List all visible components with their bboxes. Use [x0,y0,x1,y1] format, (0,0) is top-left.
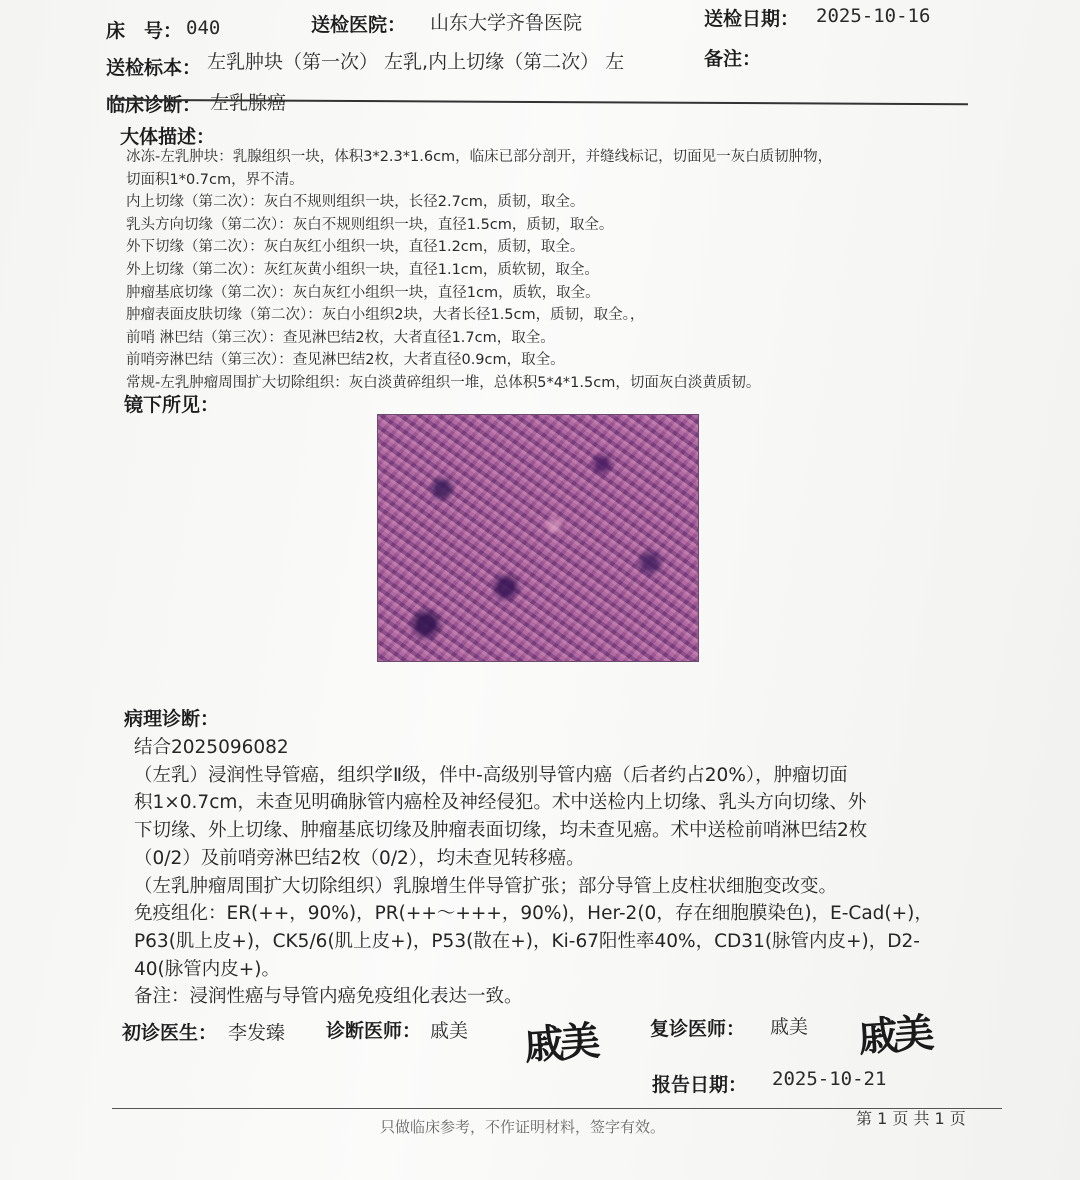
diagnosing-doctor-signature: 戚美 [522,1017,598,1070]
diagnosis-line: 备注：浸润性癌与导管内癌免疫组化表达一致。 [134,986,523,1008]
diagnosis-line: 免疫组化：ER(++，90%)，PR(++～+++，90%)，Her-2(0，存在细胞膜染色)，E-Cad(+)， [134,903,933,925]
report-date-label: 报告日期： [652,1074,748,1096]
gross-line: 外上切缘（第二次）：灰红灰黄小组织一块，直径1.1cm，质软韧，取全。 [126,261,599,278]
bed-value: 040 [186,17,221,39]
clinical-diagnosis-value: 左乳腺癌 [210,92,287,114]
reviewing-doctor-label: 复诊医师： [650,1018,746,1040]
diagnosis-line: 结合2025096082 [134,737,289,758]
diagnosing-doctor-label: 诊断医师： [326,1020,422,1042]
specimen-value: 左乳肿块（第一次） 左乳,内上切缘（第二次） 左 [207,51,625,73]
gross-line: 前哨 淋巴结（第三次）：查见淋巴结2枚，大者直径1.7cm，取全。 [126,329,555,346]
gross-line: 常规-左乳肿瘤周围扩大切除组织：灰白淡黄碎组织一堆，总体积5*4*1.5cm，切面灰白淡黄质韧。 [126,374,761,391]
report-date-value: 2025-10-21 [772,1068,887,1090]
gross-line: 前哨旁淋巴结（第三次）：查见淋巴结2枚，大者直径0.9cm，取全。 [126,352,565,369]
clinical-diagnosis-label: 临床诊断： [106,94,202,116]
gross-description [126,146,976,395]
diagnosis-line: 积1×0.7cm，未查见明确脉管内癌栓及神经侵犯。术中送检内上切缘、乳头方向切缘、外 [134,792,867,814]
diagnosis-line: 下切缘、外上切缘、肿瘤基底切缘及肿瘤表面切缘，均未查见癌。术中送检前哨淋巴结2枚 [134,820,868,842]
diagnosis-line: 40(脉管内皮+)。 [134,958,280,980]
diagnosis-line: P63(肌上皮+)，CK5/6(肌上皮+)，P53(散在+)，Ki-67阳性率40%，CD31(脉管内皮+)，D2- [134,930,920,952]
gross-line: 肿瘤基底切缘（第二次）：灰白灰红小组织一块，直径1cm，质软，取全。 [126,284,600,301]
reviewing-doctor-signature: 戚美 [856,1009,932,1062]
histology-image [377,414,699,662]
pathology-diagnosis [134,734,933,1011]
gross-title: 大体描述： [120,126,216,148]
gross-line: 冰冻-左乳肿块：乳腺组织一块，体积3*2.3*1.6cm，临床已部分剖开，并缝线标记，切面见一灰白质韧肿物， [126,149,833,165]
gross-line: 内上切缘（第二次）：灰白不规则组织一块，长径2.7cm，质韧，取全。 [126,194,585,211]
specimen-label: 送检标本： [106,57,202,79]
hospital-value: 山东大学齐鲁医院 [430,12,583,34]
hospital-label: 送检医院： [311,14,407,36]
gross-line: 肿瘤表面皮肤切缘（第二次）：灰白小组织2块，大者长径1.5cm，质韧，取全。， [126,307,645,324]
diagnosis-line: （左乳）浸润性导管癌，组织学Ⅱ级，伴中-高级别导管内癌（后者约占20%），肿瘤切面 [134,764,848,786]
bed-label: 床 号： [106,20,183,42]
page-info: 第 1 页 共 1 页 [856,1109,966,1128]
pathology-title: 病理诊断： [124,708,220,730]
initial-doctor-label: 初诊医生： [122,1022,218,1044]
footer-disclaimer: 只做临床参考，不作证明材料，签字有效。 [380,1118,666,1136]
initial-doctor-value: 李发臻 [228,1022,286,1044]
gross-line: 切面积1*0.7cm，界不清。 [126,171,304,188]
note-label: 备注： [704,48,762,70]
reviewing-doctor-value: 戚美 [770,1016,809,1038]
diagnosing-doctor-value: 戚美 [430,1020,469,1042]
micro-title: 镜下所见： [124,394,220,416]
diagnosis-line: （0/2）及前哨旁淋巴结2枚（0/2），均未查见转移癌。 [134,847,585,869]
gross-line: 外下切缘（第二次）：灰白灰红小组织一块，直径1.2cm，质韧，取全。 [126,239,585,256]
submit-date-label: 送检日期： [704,8,800,30]
gross-line: 乳头方向切缘（第二次）：灰白不规则组织一块，直径1.5cm，质韧，取全。 [126,216,614,233]
submit-date-value: 2025-10-16 [816,5,931,27]
diagnosis-line: （左乳肿瘤周围扩大切除组织）乳腺增生伴导管扩张；部分导管上皮柱状细胞变改变。 [134,875,838,897]
